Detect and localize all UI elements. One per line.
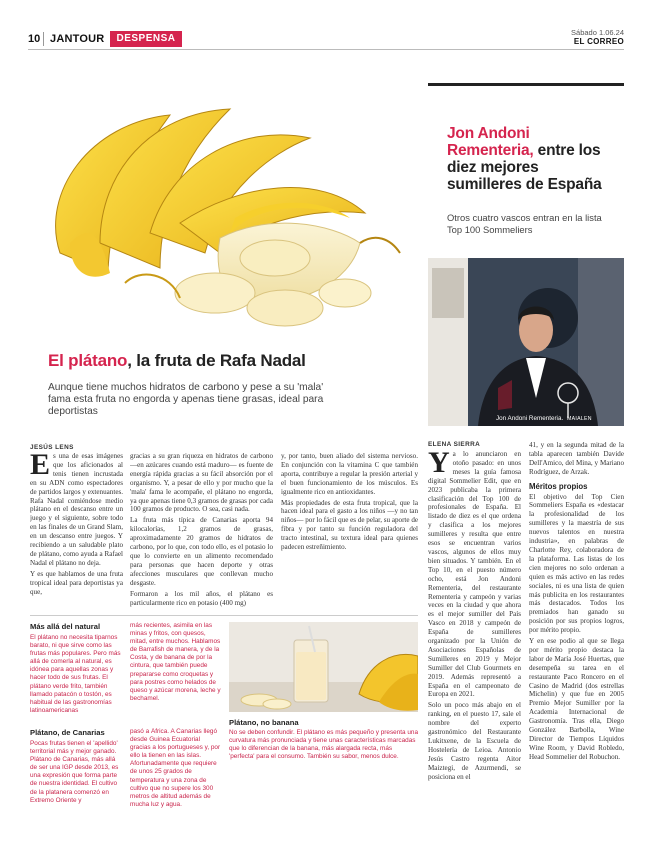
paragraph: gracias a su gran riqueza en hidratos de carbono —en azúcares cuando está maduro— es fuente de energía rápida gracias a su fácil absorción por el organismo. Y, a pesar de ello y por mucho que la 'mala' fama le acompañe, el plátano no engorda, ya que apenas tiene 0,3 gramos de grasas por cada 100 gramos de producto. O sea, casi nada. <box>130 452 273 514</box>
page-number: 10 <box>28 32 44 46</box>
paragraph: Y es que hablamos de una fruta tropical ideal para deportistas ya que, <box>30 569 123 596</box>
dropcap: Y <box>428 450 450 479</box>
paragraph: Más propiedades de esta fruta tropical, que la hacen ideal para el gasto a los niños —y no tan niños— por lo fácil que es de pelar, su aporte de fibra y por tanto su función reguladora del tracto intestinal, su textura ideal para quienes padecen estreñimiento. <box>281 498 418 552</box>
sommelier-photo <box>428 258 624 426</box>
banana-section-rule <box>30 615 418 616</box>
sidebar-body: No se deben confundir. El plátano es más pequeño y presenta una curvatura más pronunciada y tiene unas características marcadas que lo diferencian de la banana, más alargada recta, más 'perfecta' para el consumo. También su sabor, menos dulce. <box>229 729 418 761</box>
sidebar-title: Plátano, de Canarias <box>30 728 105 737</box>
headline-rest: entre los diez mejores sumilleres de España <box>447 142 602 193</box>
sidebar-body: El plátano no necesita tiparnos barato, ni que sirve como las frutas más populares. Pero más allá de comerla al natural, es idónea para aquellas zonas y hacer todo de sus frutas. El plátano verde frito, también llamado patacón o tostón, es habitual de las gastronomías latinoamericanas <box>30 634 121 714</box>
sommelier-byline: ELENA SIERRA <box>428 441 481 448</box>
banana-byline: JESÚS LENS <box>30 444 74 451</box>
dropcap: E <box>30 452 51 481</box>
paragraph: a lo anunciaron en otoño pasado: en unos meses la guía famosa digital Sommelier Edit, que en 2023 publicaba la primera clasificación del Top 100 de profesionales de España. El listado de diez es el que ordena y clasifica a los mejores sumilleres y resulta que entre esos se encuentran varios vascos, algunos de ellos muy bien situados. Y también. En el Top 10, en el puesto número ocho, está Jon Andoni Rementeria, del restaurante Rementeria y campeón y varias veces en la ciudad y que ahora es el mejor sumiller del País Vasco en 2018 y campeón de España de sumilleres organizado por la Unión de Asociaciones Españolas de Sumilleres en 2019 y Mejor Sumiller del Club Gourmets en 2019. Además representó a España en el campeonato de Europa en 2021. <box>428 450 521 699</box>
caption-text: Jon Andoni Rementeria. <box>496 415 564 422</box>
subsection-badge: DESPENSA <box>110 31 182 47</box>
banana-standfirst: Aunque tiene muchos hidratos de carbono y pese a su 'mala' fama esta fruta no engorda y apenas tiene grasas, ideal para deportistas <box>48 382 324 418</box>
headline-accent: El plátano <box>48 351 128 370</box>
banana-headline <box>48 351 306 371</box>
headline-accent: Jon Andoni Rementeria, <box>447 125 534 159</box>
issue-date: Sábado 1.06.24 <box>571 28 624 37</box>
subheading: Méritos propios <box>529 481 588 491</box>
sommelier-col2 <box>529 441 624 843</box>
paragraph: 41, y en la segunda mitad de la tabla aparecen también Davide Dell'Amico, del Mina, y Mariano Rodríguez, de Arzak. <box>529 441 624 476</box>
headline-rest: , la fruta de Rafa Nadal <box>127 351 306 370</box>
sidebar-title: Más allá del natural <box>30 622 101 631</box>
paragraph: s una de esas imágenes que los aficionados al tenis tienen incrustada en su ADN como espectadores de partidos largos y extenuantes. Rafa Nadal comiéndose medio plátano en el descanso entre un juego y el siguiente, sobre todo en las finales de un Grand Slam, en un descanso entre juegos. Y recibiendo a un saludable plato de plátano, como ayuda a Rafael Nadal el plátano no deja. <box>30 452 123 567</box>
banana-col3 <box>281 452 418 612</box>
sidebar-body: Pocas frutas tienen el 'apellido' territorial más y mejor ganado. Plátano de Canarias, más allá de ser una IGP desde 2013, es una expresión que forma parte de nuestra identidad. El cultivo de la platanera comenzó en Extremo Oriente y <box>30 740 119 804</box>
sidebar-title: Plátano, no banana <box>229 718 299 727</box>
section-label: JANTOUR <box>50 33 105 45</box>
sommelier-col1 <box>428 450 521 842</box>
page-header <box>28 30 624 50</box>
sommelier-standfirst: Otros cuatro vascos entran en la lista Top 100 Sommeliers <box>447 212 602 235</box>
paragraph: Y en ese podio al que se llega por mérito propio destaca la labor de María José Huertas, que desempeña su tarea en el restaurante Paco Roncero en el Casino de Madrid (dos estrellas Michelin) y que fue en 2005 Premio Mejor Sumiller por la Academia Internacional de Gastronomía. Tras ella, Diego González Barbolla, Wine Director de Tiempos Líquidos Wine Room, y David Robledo, Head Sommelier del Robuchon. <box>529 637 624 761</box>
paragraph: Solo un poco más abajo en el ranking, en el puesto 17, sale el nombre del experto gastronómico del Restaurante Lukitxene, de la Escuela de Hostelería de Leioa. Antonio Jesús Castro regenta Aitor Maiztegi, de Azurmendi, se posiciona en el <box>428 701 521 781</box>
smoothie-photo <box>229 622 418 712</box>
photo-caption <box>496 415 592 422</box>
caption-credit: MAIALEN <box>566 416 592 422</box>
banana-photo <box>30 83 418 343</box>
sidebar-body: más recientes, asimila en las minas y fritos, con quesos, mitad, entre muchos. Hablamos de Barrafish de manera, y de la Costa, y de banana de por la cintura, que también puede prepararse como croquetas y para postres como helados de queso y azúcar morena, leche y bechamel. <box>130 622 221 702</box>
paragraph: El objetivo del Top Cien Sommeliers España es «destacar la profesionalidad de los sumilleres y la maestría de sus nuevos talentos en nuestra industria», en palabras de Charlotte Rey, colaboradora de la plataforma. Las listas de los cien mejores no solo ordenan a quien es más activo en las redes sociales, ni es una lista de quien más publicita en los restaurantes más destacados. Todos los premiados han ganado su posición por sus propios logros, por mérito propio. <box>529 492 624 635</box>
banana-col1 <box>30 452 123 612</box>
sommelier-headline <box>447 125 617 193</box>
paragraph: y, por tanto, buen aliado del sistema nervioso. En conjunción con la vitamina C que también aporta, contribuye a regular la presión arterial y el buen funcionamiento de los músculos. Es igualmente rico en antioxidantes. <box>281 452 418 496</box>
paragraph: La fruta más típica de Canarias aporta 94 kilocalorías, 1,2 gramos de grasas, aproximadamente 20 gramos de hidratos de carbono, por lo que, con todo ello, es el potasio lo que lo convierte en un alimento recomendado para personas que hacen deporte y otras afecciones musculares que conllevan mucho desgaste. <box>130 516 273 587</box>
newspaper-name: EL CORREO <box>573 37 624 46</box>
banana-col2 <box>130 452 273 612</box>
header-rule <box>28 49 624 50</box>
paragraph: Formaron a los mil años, el plátano es particularmente rico en potasio (400 mg) <box>130 589 273 607</box>
sidebar-body: pasó a África. A Canarias llegó desde Guinea Ecuatorial gracias a los portugueses y, por ello la tienen en las islas. Afortunadamente que requiere de unos 25 grados de temperatura y una zona de cultivo que no supere los 300 metros de altitud además de mucha luz y agua. <box>130 728 221 808</box>
